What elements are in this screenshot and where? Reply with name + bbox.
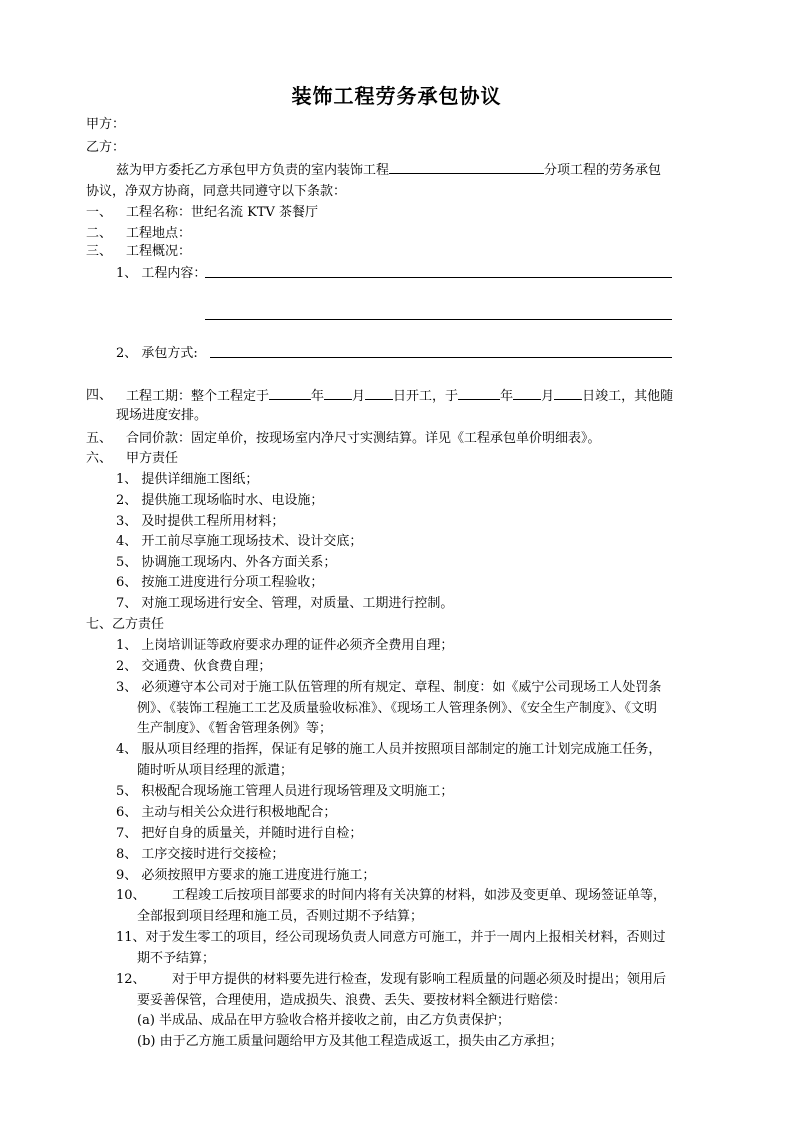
list-item-continued: 全部报到项目经理和施工员，否则过期不予结算； xyxy=(137,909,424,924)
start-month-blank xyxy=(324,388,352,400)
sub-item: (a) 半成品、成品在甲方验收合格并接收之前，由乙方负责保护； xyxy=(137,1013,511,1028)
list-item: 7、 对施工现场进行安全、管理，对质量、工期进行控制。 xyxy=(116,596,454,611)
list-item: 7、 把好自身的质量关，并随时进行自检； xyxy=(116,826,363,841)
section-1-text: 工程名称：世纪名流 KTV 茶餐厅 xyxy=(126,205,319,220)
list-item: 2、 交通费、伙食费自理； xyxy=(116,659,272,674)
list-item-continued: 期不予结算； xyxy=(137,951,216,966)
project-name-blank xyxy=(389,162,544,174)
list-item: 6、 按施工进度进行分项工程验收； xyxy=(116,575,324,590)
section-3-text: 工程概况： xyxy=(126,244,192,259)
list-item-continued: 例》、《装饰工程施工工艺及质量验收标准》、《现场工人管理条例》、《安全生产制度》、《文明 xyxy=(137,701,658,716)
start-year-blank xyxy=(269,388,311,400)
work-content-line-1 xyxy=(205,277,672,278)
start-month-label: 月 xyxy=(352,389,366,404)
party-a-label: 甲方： xyxy=(86,117,126,132)
list-item: 8、 工序交接时进行交接检； xyxy=(116,847,285,862)
intro-line-1 xyxy=(116,162,661,179)
intro-text-b: 分项工程的劳务承包 xyxy=(544,163,662,178)
section-4-number: 四、 xyxy=(86,388,113,403)
list-item: 2、 提供施工现场临时水、电设施； xyxy=(116,493,324,508)
list-item: 11、对于发生零工的项目，经公司现场负责人同意方可施工，并于一周内上报相关材料，否则过 xyxy=(116,930,666,945)
list-item: 9、 必须按照甲方要求的施工进度进行施工； xyxy=(116,868,376,883)
list-item-continued: 生产制度》、《暂舍管理条例》等； xyxy=(137,721,333,736)
section-4-line-1 xyxy=(126,388,673,405)
list-item: 4、 开工前尽享施工现场技术、设计交底； xyxy=(116,534,363,549)
end-day-label: 日竣工，其他随 xyxy=(582,389,674,404)
section-5-text: 合同价款：固定单价，按现场室内净尺寸实测结算。详见《工程承包单价明细表》。 xyxy=(126,431,601,446)
end-year-label: 年 xyxy=(500,389,514,404)
section-7-heading: 七、乙方责任 xyxy=(86,617,165,632)
section-1-number: 一、 xyxy=(86,205,113,220)
list-item-number: 12、 xyxy=(116,972,146,987)
party-b-label: 乙方： xyxy=(86,140,126,155)
section-2-number: 二、 xyxy=(86,226,113,241)
list-item: 5、 协调施工现场内、外各方面关系； xyxy=(116,555,337,570)
list-item: 3、 必须遵守本公司对于施工队伍管理的所有规定、章程、制度：如《威宁公司现场工人处罚条 xyxy=(116,680,662,695)
section-6-text: 甲方责任 xyxy=(126,451,179,466)
section-2-text: 工程地点： xyxy=(126,226,192,241)
list-item: 4、 服从项目经理的指挥，保证有足够的施工人员并按照项目部制定的施工计划完成施工任务， xyxy=(116,742,662,757)
intro-text-a: 兹为甲方委托乙方承包甲方负责的室内装饰工程 xyxy=(116,163,390,178)
end-year-blank xyxy=(458,388,500,400)
end-month-blank xyxy=(513,388,541,400)
intro-line-2: 协议，净双方协商，同意共同遵守以下条款： xyxy=(86,184,347,199)
section-4-line-2: 现场进度安排。 xyxy=(116,408,208,423)
contract-method-line xyxy=(210,357,672,358)
list-item-number: 10、 xyxy=(116,888,146,903)
work-content-line-2 xyxy=(205,319,672,320)
list-item: 对于甲方提供的材料要先进行检查，发现有影响工程质量的问题必须及时提出；领用后 xyxy=(172,972,667,987)
document-title: 装饰工程劳务承包协议 xyxy=(291,84,502,108)
list-item: 6、 主动与相关公众进行积极地配合； xyxy=(116,805,337,820)
end-month-label: 月 xyxy=(541,389,555,404)
list-item: 工程竣工后按项目部要求的时间内将有关决算的材料，如涉及变更单、现场签证单等， xyxy=(172,888,667,903)
list-item-continued: 随时听从项目经理的派遣； xyxy=(137,763,294,778)
section-3-number: 三、 xyxy=(86,244,113,259)
start-day-blank xyxy=(365,388,393,400)
end-day-blank xyxy=(554,388,582,400)
list-item-continued: 要妥善保管，合理使用，造成损失、浪费、丢失、要按材料全额进行赔偿： xyxy=(137,993,567,1008)
contract-method-label: 2、 承包方式: xyxy=(116,346,198,361)
section-5-number: 五、 xyxy=(86,431,113,446)
sub-item: (b) 由于乙方施工质量问题给甲方及其他工程造成返工，损失由乙方承担； xyxy=(137,1034,563,1049)
start-year-label: 年 xyxy=(311,389,325,404)
start-day-label: 日开工，于 xyxy=(393,389,459,404)
list-item: 1、 提供详细施工图纸； xyxy=(116,472,259,487)
list-item: 5、 积极配合现场施工管理人员进行现场管理及文明施工； xyxy=(116,784,454,799)
schedule-text: 工程工期：整个工程定于 xyxy=(126,389,270,404)
list-item: 3、 及时提供工程所用材料； xyxy=(116,514,285,529)
section-6-number: 六、 xyxy=(86,451,113,466)
list-item: 1、 上岗培训证等政府要求办理的证件必须齐全费用自理； xyxy=(116,638,454,653)
work-content-label: 1、 工程内容： xyxy=(116,266,207,281)
